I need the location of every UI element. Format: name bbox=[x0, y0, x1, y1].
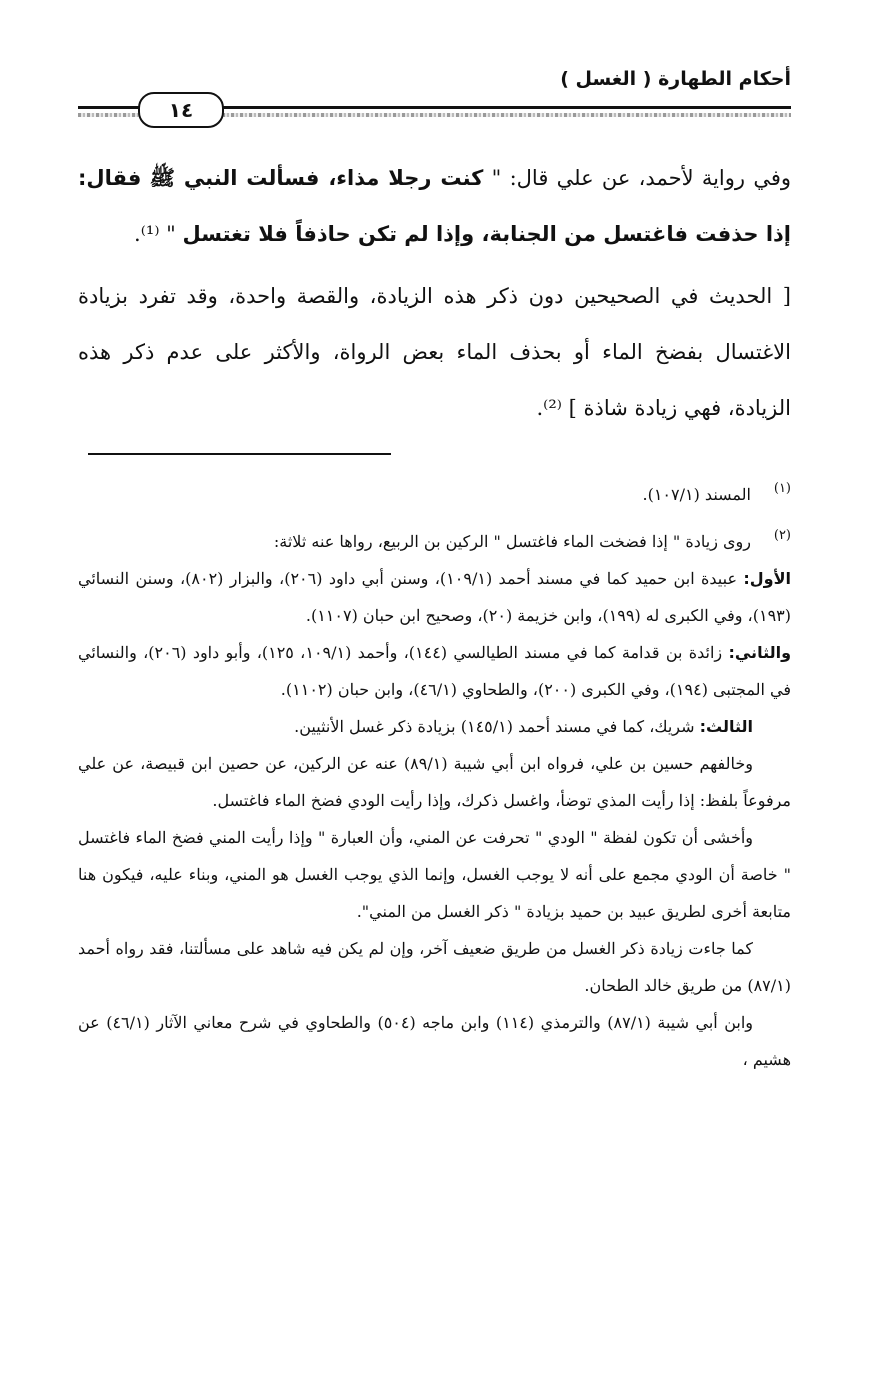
narrator-second-text: زائدة بن قدامة كما في مسند الطيالسي (١٤٤)، وأحمد (١٠٩/١، ١٢٥)، وأبو داود (٢٠٦)، والنسائي في المجتبى (١٩٤)، وفي الكبرى (٢٠٠)، والطحاوي (٤٦/١)، وابن حبان (١١٠٢). bbox=[78, 643, 791, 699]
hadith-paragraph bbox=[78, 150, 791, 262]
running-header bbox=[78, 68, 791, 128]
narrator-first bbox=[78, 560, 791, 634]
narrator-second-label: والثاني: bbox=[728, 643, 792, 662]
hadith-intro: وفي رواية لأحمد، عن علي قال: " bbox=[491, 166, 791, 190]
footnote-2 bbox=[78, 523, 791, 560]
narrator-third-label: الثالث: bbox=[699, 717, 753, 736]
main-text bbox=[78, 150, 791, 436]
footnotes bbox=[78, 476, 791, 1078]
footnote-1-text: المسند (١٠٧/١). bbox=[642, 485, 751, 504]
other-sources-paragraph: وابن أبي شيبة (٨٧/١) والترمذي (١١٤) وابن ماجه (٥٠٤) والطحاوي في شرح معاني الآثار (٤٦/١) عن هشيم ، bbox=[78, 1013, 791, 1069]
footnote-1 bbox=[78, 476, 791, 513]
weak-route-paragraph: كما جاءت زيادة ذكر الغسل من طريق ضعيف آخر، وإن لم يكن فيه شاهد على مسألتنا، فقد رواه أحمد (٨٧/١) من طريق خالد الطحان. bbox=[78, 939, 791, 995]
narrator-first-text: عبيدة ابن حميد كما في مسند أحمد (١٠٩/١)، وسنن أبي داود (٢٠٦)، والبزار (٨٠٢)، وسنن النسائي (١٩٣)، وفي الكبرى له (١٩٩)، وابن خزيمة (٢٠)، وصحيح ابن حبان (١١٠٧). bbox=[78, 569, 791, 625]
hadith-quote-part-1: كنت رجلا مذاء، فسألت النبي ﷺ bbox=[149, 166, 484, 190]
narrator-third-text: شريك، كما في مسند أحمد (١٤٥/١) بزيادة ذكر غسل الأنثيين. bbox=[294, 717, 695, 736]
narrator-first-label: الأول: bbox=[743, 569, 791, 588]
hadith-end: " ⁽¹⁾. bbox=[134, 222, 176, 246]
narrator-third bbox=[78, 708, 791, 745]
narrator-second bbox=[78, 634, 791, 708]
footnote-2-marker: (٢) bbox=[773, 528, 791, 543]
hadith-quote-part-2: فقال: إذا حذفت فاغتسل من الجنابة، وإذا لم تكن حاذفاً فلا تغتسل bbox=[78, 166, 791, 246]
dissent-paragraph: وخالفهم حسين بن علي، فرواه ابن أبي شيبة (٨٩/١) عنه عن الركين، عن حصين ابن قبيصة، عن علي مرفوعاً بلفظ: إذا رأيت المذي توضأ، واغسل ذكرك، وإذا رأيت الودي فضخ الماء فاغتسل. bbox=[78, 754, 791, 810]
running-header-title: أحكام الطهارة ( الغسل ) bbox=[560, 68, 791, 90]
ruling-paragraph: [ الحديث في الصحيحين دون ذكر هذه الزيادة، والقصة واحدة، وقد تفرد بزيادة الاغتسال بفضخ الماء أو بحذف الماء بعض الرواة، والأكثر على عدم ذكر هذه الزيادة، فهي زيادة شاذة ] ⁽²⁾. bbox=[78, 284, 791, 420]
footnote-2-text: روى زيادة " إذا فضخت الماء فاغتسل " الركين بن الربيع، رواها عنه ثلاثة: bbox=[273, 532, 751, 551]
footnote-1-marker: (١) bbox=[773, 481, 791, 496]
concern-paragraph: وأخشى أن تكون لفظة " الودي " تحرفت عن المني، وأن العبارة " وإذا رأيت المني فضخ الماء فاغتسل " خاصة أن الودي مجمع على أنه لا يوجب الغسل، وإنما الذي يوجب الغسل هو المني، وبناء عليه، فيكون هنا متابعة أخرى لطريق عبيد بن حميد بزيادة " ذكر الغسل من المني". bbox=[78, 828, 792, 921]
page-number: ١٤ bbox=[138, 92, 224, 128]
footnote-separator bbox=[88, 453, 391, 455]
